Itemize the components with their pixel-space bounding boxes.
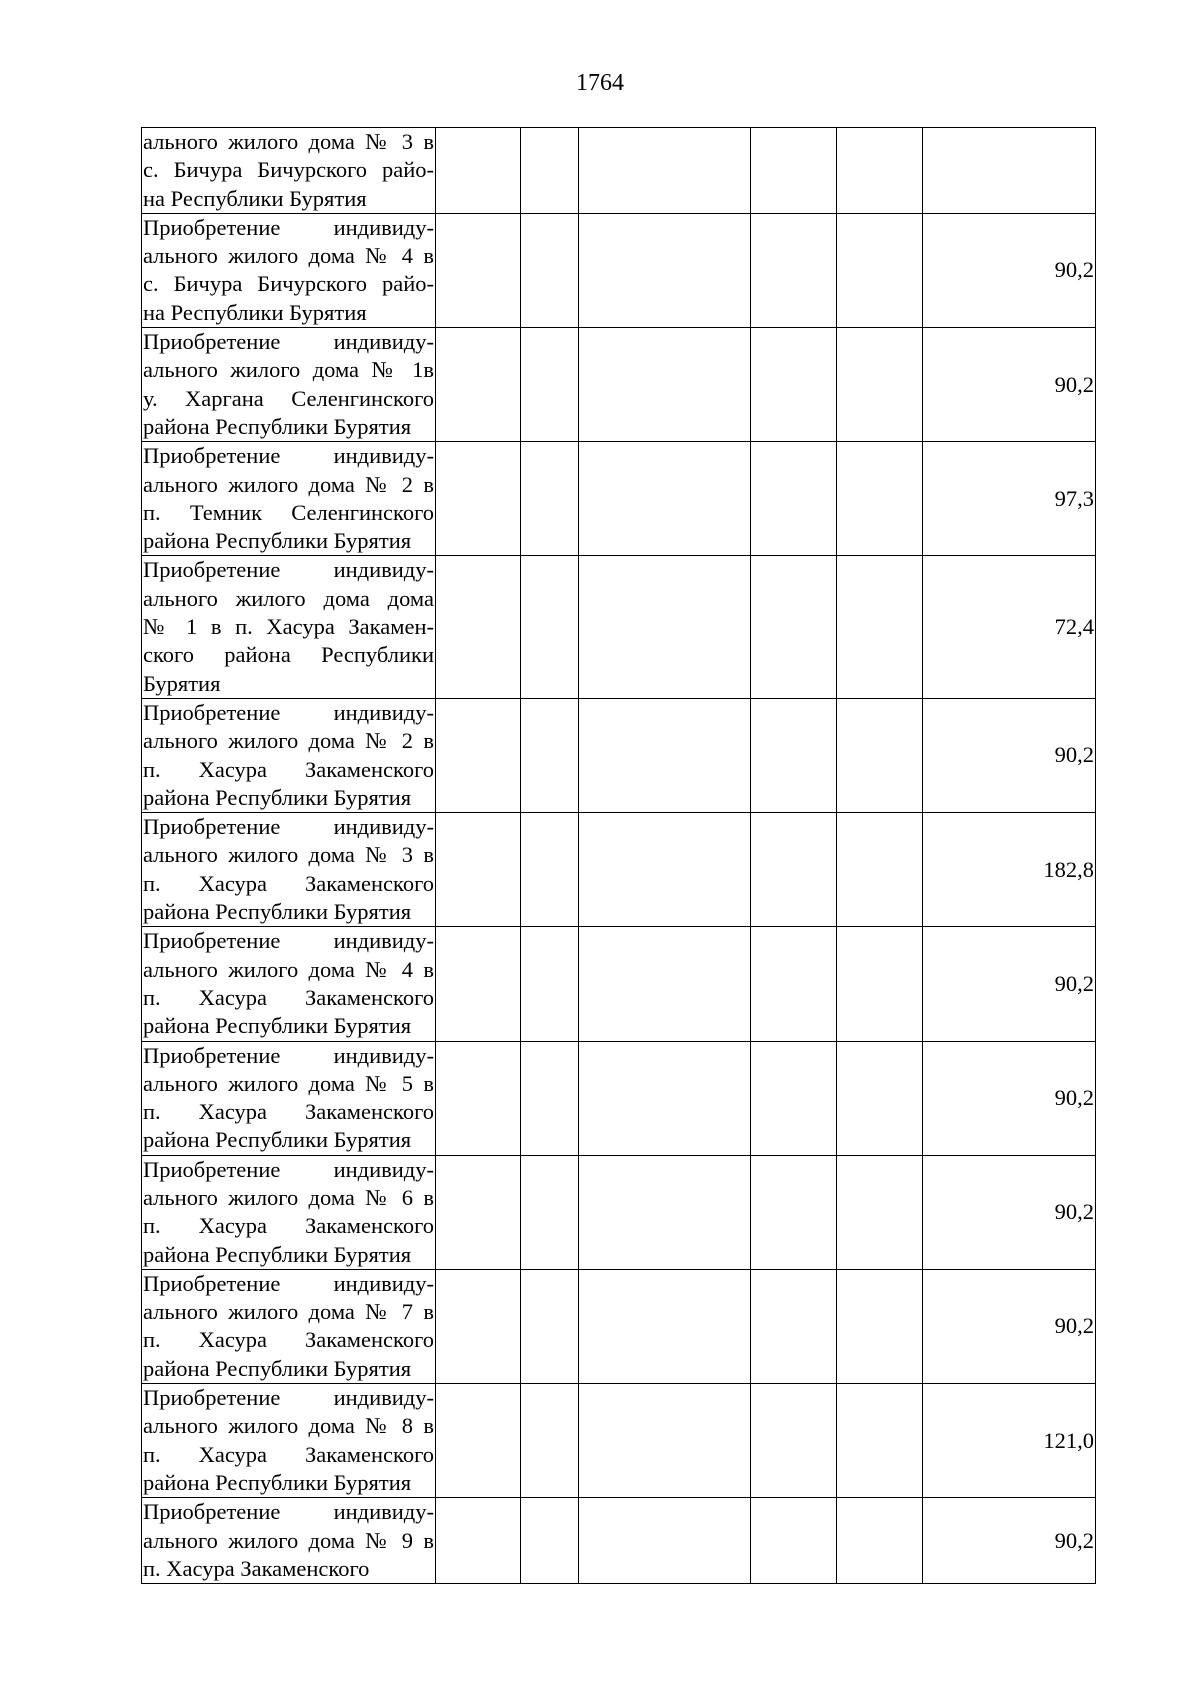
empty-cell (521, 1041, 579, 1155)
description-line: Приобретение индивиду- (143, 214, 434, 240)
description-line: Приобретение индивиду- (143, 329, 434, 355)
description-cell (142, 698, 436, 812)
value-cell: 90,2 (923, 1269, 1096, 1383)
empty-cell (751, 1498, 837, 1584)
description-line: района Республики Бурятия (143, 1241, 412, 1267)
description-line: п. Темник Селенгинского (143, 499, 434, 525)
empty-cell (579, 1041, 751, 1155)
empty-cell (837, 1041, 923, 1155)
description-line: Приобретение индивиду- (143, 928, 434, 954)
empty-cell (751, 927, 837, 1041)
description-line: района Республики Бурятия (143, 1355, 412, 1381)
empty-cell (436, 328, 521, 442)
description-line: Приобретение индивиду- (143, 1042, 434, 1068)
description-line: Приобретение индивиду- (143, 1385, 434, 1411)
empty-cell (751, 128, 837, 214)
description-cell (142, 128, 436, 214)
empty-cell (579, 813, 751, 927)
value-cell: 90,2 (923, 698, 1096, 812)
empty-cell (579, 1269, 751, 1383)
empty-cell (837, 1155, 923, 1269)
empty-cell (751, 1041, 837, 1155)
empty-cell (837, 1384, 923, 1498)
empty-cell (751, 698, 837, 812)
description-line: п. Хасура Закаменского (143, 984, 434, 1010)
description-line: района Республики Бурятия (143, 1013, 412, 1039)
description-line: ального жилого дома № 3 в (143, 129, 434, 154)
description-line: с. Бичура Бичурского райо- (143, 157, 434, 183)
description-line: Приобретение индивиду- (143, 699, 434, 725)
description-line: района Республики Бурятия (143, 528, 412, 554)
empty-cell (436, 698, 521, 812)
description-line: Приобретение индивиду- (143, 1156, 434, 1182)
value-cell (923, 128, 1096, 214)
empty-cell (436, 213, 521, 327)
value-cell: 97,3 (923, 442, 1096, 556)
table-row (142, 1155, 1096, 1269)
description-line: на Республики Бурятия (143, 299, 367, 325)
page-number: 1764 (576, 70, 624, 96)
empty-cell (751, 213, 837, 327)
empty-cell (837, 213, 923, 327)
description-line: ального жилого дома № 2 в (143, 728, 434, 754)
description-line: Приобретение индивиду- (143, 1499, 434, 1525)
empty-cell (837, 328, 923, 442)
description-line: ального жилого дома № 7 в (143, 1299, 434, 1325)
description-line: ального жилого дома дома (143, 585, 434, 611)
table-row (142, 442, 1096, 556)
value-cell: 90,2 (923, 1155, 1096, 1269)
description-line: ального жилого дома № 3 в (143, 842, 434, 868)
empty-cell (436, 556, 521, 698)
table-row (142, 1498, 1096, 1584)
empty-cell (521, 328, 579, 442)
description-line: Приобретение индивиду- (143, 557, 434, 583)
table-row (142, 1384, 1096, 1498)
description-line: у. Харгана Селенгинского (143, 385, 434, 411)
description-line: района Республики Бурятия (143, 413, 412, 439)
table-row (142, 1269, 1096, 1383)
description-line: Приобретение индивиду- (143, 1270, 434, 1296)
value-cell: 182,8 (923, 813, 1096, 927)
description-line: ального жилого дома № 6 в (143, 1184, 434, 1210)
empty-cell (521, 1384, 579, 1498)
empty-cell (579, 1155, 751, 1269)
empty-cell (837, 442, 923, 556)
description-line: ального жилого дома № 8 в (143, 1413, 434, 1439)
empty-cell (837, 128, 923, 214)
empty-cell (521, 213, 579, 327)
empty-cell (436, 1041, 521, 1155)
empty-cell (837, 1269, 923, 1383)
description-line: п. Хасура Закаменского (143, 1441, 434, 1467)
description-line: района Республики Бурятия (143, 1469, 412, 1495)
description-cell (142, 556, 436, 698)
empty-cell (436, 813, 521, 927)
empty-cell (436, 1269, 521, 1383)
empty-cell (579, 698, 751, 812)
description-line: ального жилого дома № 5 в (143, 1070, 434, 1096)
description-line: с. Бичура Бичурского райо- (143, 271, 434, 297)
description-cell (142, 328, 436, 442)
empty-cell (751, 442, 837, 556)
table-row (142, 813, 1096, 927)
data-table (141, 127, 1096, 1584)
empty-cell (436, 1155, 521, 1269)
description-line: района Республики Бурятия (143, 784, 412, 810)
empty-cell (579, 1498, 751, 1584)
empty-cell (579, 328, 751, 442)
description-line: ального жилого дома № 9 в (143, 1527, 434, 1553)
description-cell (142, 1384, 436, 1498)
empty-cell (521, 1155, 579, 1269)
description-line: Приобретение индивиду- (143, 443, 434, 469)
empty-cell (436, 442, 521, 556)
empty-cell (521, 813, 579, 927)
description-cell (142, 1155, 436, 1269)
description-cell (142, 1269, 436, 1383)
value-cell: 90,2 (923, 213, 1096, 327)
description-line: п. Хасура Закаменского (143, 1327, 434, 1353)
description-line: п. Хасура Закаменского (143, 1099, 434, 1125)
empty-cell (579, 213, 751, 327)
empty-cell (751, 1155, 837, 1269)
description-line: ального жилого дома № 4 в (143, 243, 434, 269)
empty-cell (579, 128, 751, 214)
table-row (142, 556, 1096, 698)
value-cell: 90,2 (923, 1041, 1096, 1155)
empty-cell (837, 813, 923, 927)
description-line: Приобретение индивиду- (143, 814, 434, 840)
value-cell: 121,0 (923, 1384, 1096, 1498)
description-line: ального жилого дома № 1в (143, 357, 434, 383)
value-cell: 72,4 (923, 556, 1096, 698)
empty-cell (751, 556, 837, 698)
empty-cell (751, 1269, 837, 1383)
empty-cell (436, 128, 521, 214)
empty-cell (579, 442, 751, 556)
description-line: Бурятия (143, 670, 221, 696)
empty-cell (436, 1384, 521, 1498)
description-line: ального жилого дома № 4 в (143, 956, 434, 982)
empty-cell (579, 927, 751, 1041)
value-cell: 90,2 (923, 1498, 1096, 1584)
table-row (142, 927, 1096, 1041)
empty-cell (521, 128, 579, 214)
empty-cell (751, 813, 837, 927)
empty-cell (521, 442, 579, 556)
empty-cell (436, 1498, 521, 1584)
description-line: п. Хасура Закаменского (143, 1555, 370, 1581)
table-row (142, 1041, 1096, 1155)
description-line: ского района Республики (143, 642, 434, 668)
description-cell (142, 213, 436, 327)
description-line: № 1 в п. Хасура Закамен- (143, 614, 434, 640)
table-row (142, 213, 1096, 327)
empty-cell (521, 1498, 579, 1584)
description-line: п. Хасура Закаменского (143, 1213, 434, 1239)
empty-cell (579, 556, 751, 698)
empty-cell (521, 927, 579, 1041)
empty-cell (837, 1498, 923, 1584)
empty-cell (521, 1269, 579, 1383)
description-line: ального жилого дома № 2 в (143, 471, 434, 497)
value-cell: 90,2 (923, 927, 1096, 1041)
description-cell (142, 927, 436, 1041)
description-cell (142, 1498, 436, 1584)
empty-cell (579, 1384, 751, 1498)
value-cell: 90,2 (923, 328, 1096, 442)
description-cell (142, 813, 436, 927)
description-cell (142, 442, 436, 556)
empty-cell (751, 328, 837, 442)
description-line: на Республики Бурятия (143, 185, 367, 211)
empty-cell (436, 927, 521, 1041)
table-row (142, 328, 1096, 442)
empty-cell (751, 1384, 837, 1498)
empty-cell (521, 698, 579, 812)
empty-cell (521, 556, 579, 698)
table-row (142, 698, 1096, 812)
empty-cell (837, 698, 923, 812)
description-line: района Республики Бурятия (143, 899, 412, 925)
empty-cell (837, 927, 923, 1041)
description-line: п. Хасура Закаменского (143, 756, 434, 782)
description-line: района Республики Бурятия (143, 1127, 412, 1153)
description-cell (142, 1041, 436, 1155)
table-row (142, 128, 1096, 214)
description-line: п. Хасура Закаменского (143, 870, 434, 896)
empty-cell (837, 556, 923, 698)
